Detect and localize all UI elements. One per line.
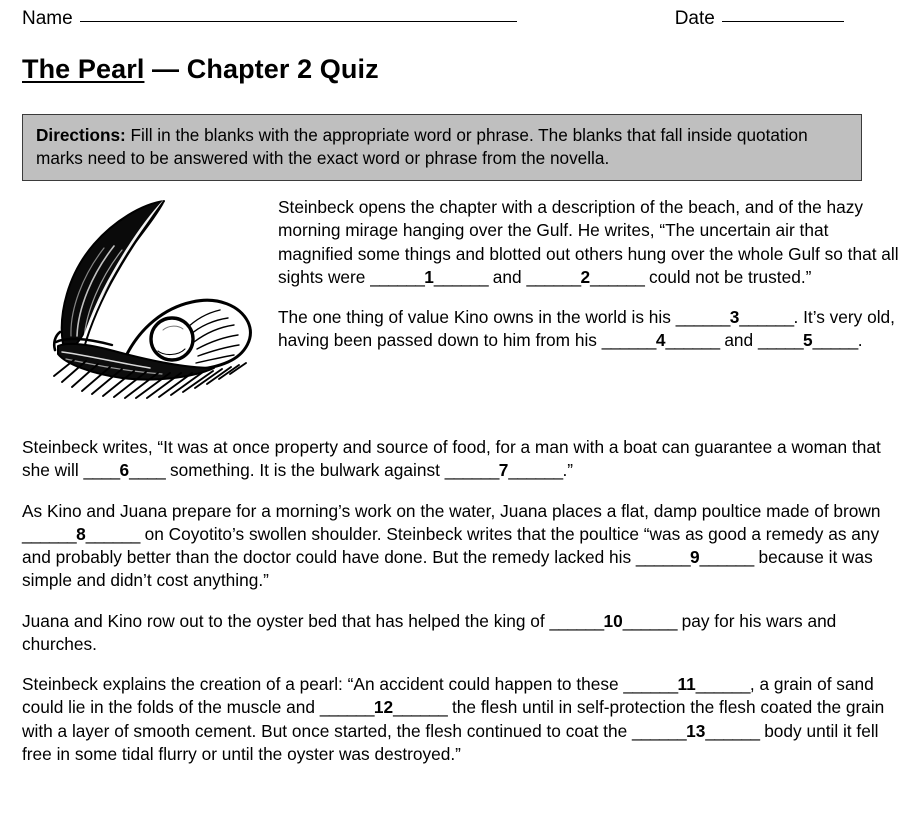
blank-rule-left: ______ [370, 266, 425, 287]
intro-text-column [278, 196, 900, 353]
fill-in-blank-7[interactable] [445, 460, 563, 480]
blank-rule-right: ______ [433, 266, 488, 287]
fill-in-blank-3[interactable] [676, 307, 794, 327]
fill-in-blank-10[interactable] [549, 611, 676, 631]
blank-rule-right: ______ [695, 674, 750, 694]
blank-rule-right: ______ [508, 460, 563, 481]
blank-number: 1 [424, 266, 434, 287]
fill-in-blank-13[interactable] [632, 721, 759, 741]
page-title-suffix: — Chapter 2 Quiz [144, 54, 379, 84]
blank-rule-left: ______ [623, 674, 678, 694]
blank-number: 2 [580, 266, 591, 287]
fill-in-blank-2[interactable] [526, 267, 644, 287]
blank-number: 5 [803, 330, 813, 351]
quiz-body [22, 436, 903, 766]
blank-number: 10 [603, 610, 623, 631]
page-title-book: The Pearl [22, 54, 145, 84]
blank-rule-left: ______ [444, 460, 499, 481]
blank-number: 4 [655, 330, 666, 351]
quiz-paragraph-para-6: Steinbeck explains the creation of a pearl: “An accident could happen to these ______11______, a grain of sand could lie in the folds of the muscle and ______12______ the flesh until in self-protection the flesh coated the grain with a layer of smooth cement. But once started, the flesh continued to coat the ______13______ body until it fell free in some tidal flurry or until the oyster was destroyed.” [22, 674, 885, 764]
fill-in-blank-8[interactable] [22, 524, 140, 544]
blank-rule-left: ______ [635, 547, 690, 567]
date-label: Date [674, 8, 715, 29]
blank-rule-left: ______ [22, 523, 77, 544]
blank-rule-left: ______ [601, 330, 656, 351]
blank-rule-left: ______ [549, 610, 604, 631]
blank-rule-right: ______ [622, 610, 677, 631]
quiz-paragraph-para-1: Steinbeck opens the chapter with a description of the beach, and of the hazy morning mirage hanging over the Gulf. He writes, “The uncertain air that magnified some things and blotted out others hung over the whole Gulf so that all sights were ______1______ and ______2______ could not be trusted.” [278, 197, 899, 287]
fill-in-blank-12[interactable] [320, 697, 447, 717]
blank-number: 11 [677, 674, 696, 694]
blank-number: 3 [729, 307, 740, 327]
blank-number: 12 [373, 697, 394, 718]
blank-number: 8 [76, 523, 86, 544]
page-title [22, 54, 379, 85]
blank-rule-left: ____ [83, 460, 120, 481]
fill-in-blank-6[interactable] [83, 460, 165, 480]
blank-number: 7 [498, 460, 509, 481]
blank-rule-right: _____ [812, 330, 858, 351]
quiz-paragraph-para-3: Steinbeck writes, “It was at once property and source of food, for a man with a boat can guarantee a woman that she will ____6____ something. It is the bulwark against ______7______.” [22, 437, 881, 481]
blank-rule-right: ______ [590, 266, 645, 287]
blank-rule-left: ______ [526, 266, 581, 287]
quiz-paragraph-para-4: As Kino and Juana prepare for a morning’s work on the water, Juana places a flat, damp poultice made of brown ______8______ on Coyotito’s swollen shoulder. Steinbeck writes that the poultice “was as good a remedy as any and probably better than the doctor could have done. But the remedy lacked his ______9______ because it was simple and didn’t cost anything.” [22, 500, 881, 591]
blank-rule-right: ______ [705, 720, 760, 741]
directions-label: Directions: [36, 125, 126, 145]
directions-box [22, 114, 862, 181]
blank-number: 9 [689, 547, 700, 567]
date-write-in-line[interactable] [722, 21, 844, 22]
blank-rule-left: ______ [675, 307, 730, 327]
blank-rule-right: ______ [699, 547, 754, 567]
name-field-group [22, 8, 517, 30]
header-row [22, 8, 900, 36]
blank-number: 6 [119, 460, 130, 481]
fill-in-blank-9[interactable] [636, 547, 754, 567]
blank-rule-left: _____ [757, 330, 804, 351]
directions-text: Fill in the blanks with the appropriate word or phrase. The blanks that fall inside quotation marks need to be answered with the exact word or phrase from the novella. [36, 125, 808, 168]
blank-rule-right: ______ [85, 523, 140, 544]
name-write-in-line[interactable] [80, 21, 517, 22]
blank-rule-left: ______ [632, 720, 687, 741]
intro-block [22, 196, 900, 402]
blank-rule-right: ______ [739, 307, 794, 327]
blank-rule-right: ____ [129, 460, 166, 481]
blank-rule-right: ______ [665, 330, 720, 351]
fill-in-blank-4[interactable] [602, 330, 720, 350]
blank-rule-right: ______ [393, 697, 448, 718]
oyster-shell-with-pearl-icon [22, 196, 272, 402]
quiz-paragraph-para-5: Juana and Kino row out to the oyster bed that has helped the king of ______10______ pay for his wars and churches. [22, 610, 837, 654]
date-field-group [675, 8, 844, 30]
quiz-paragraph-para-2: The one thing of value Kino owns in the world is his ______3______. It’s very old, having been passed down to him from his ______4______ and _____5_____. [278, 307, 895, 351]
fill-in-blank-1[interactable] [370, 267, 488, 287]
blank-number: 13 [686, 720, 706, 741]
fill-in-blank-11[interactable] [623, 674, 749, 694]
fill-in-blank-5[interactable] [758, 330, 858, 350]
name-label: Name [22, 8, 73, 29]
blank-rule-left: ______ [319, 697, 374, 718]
